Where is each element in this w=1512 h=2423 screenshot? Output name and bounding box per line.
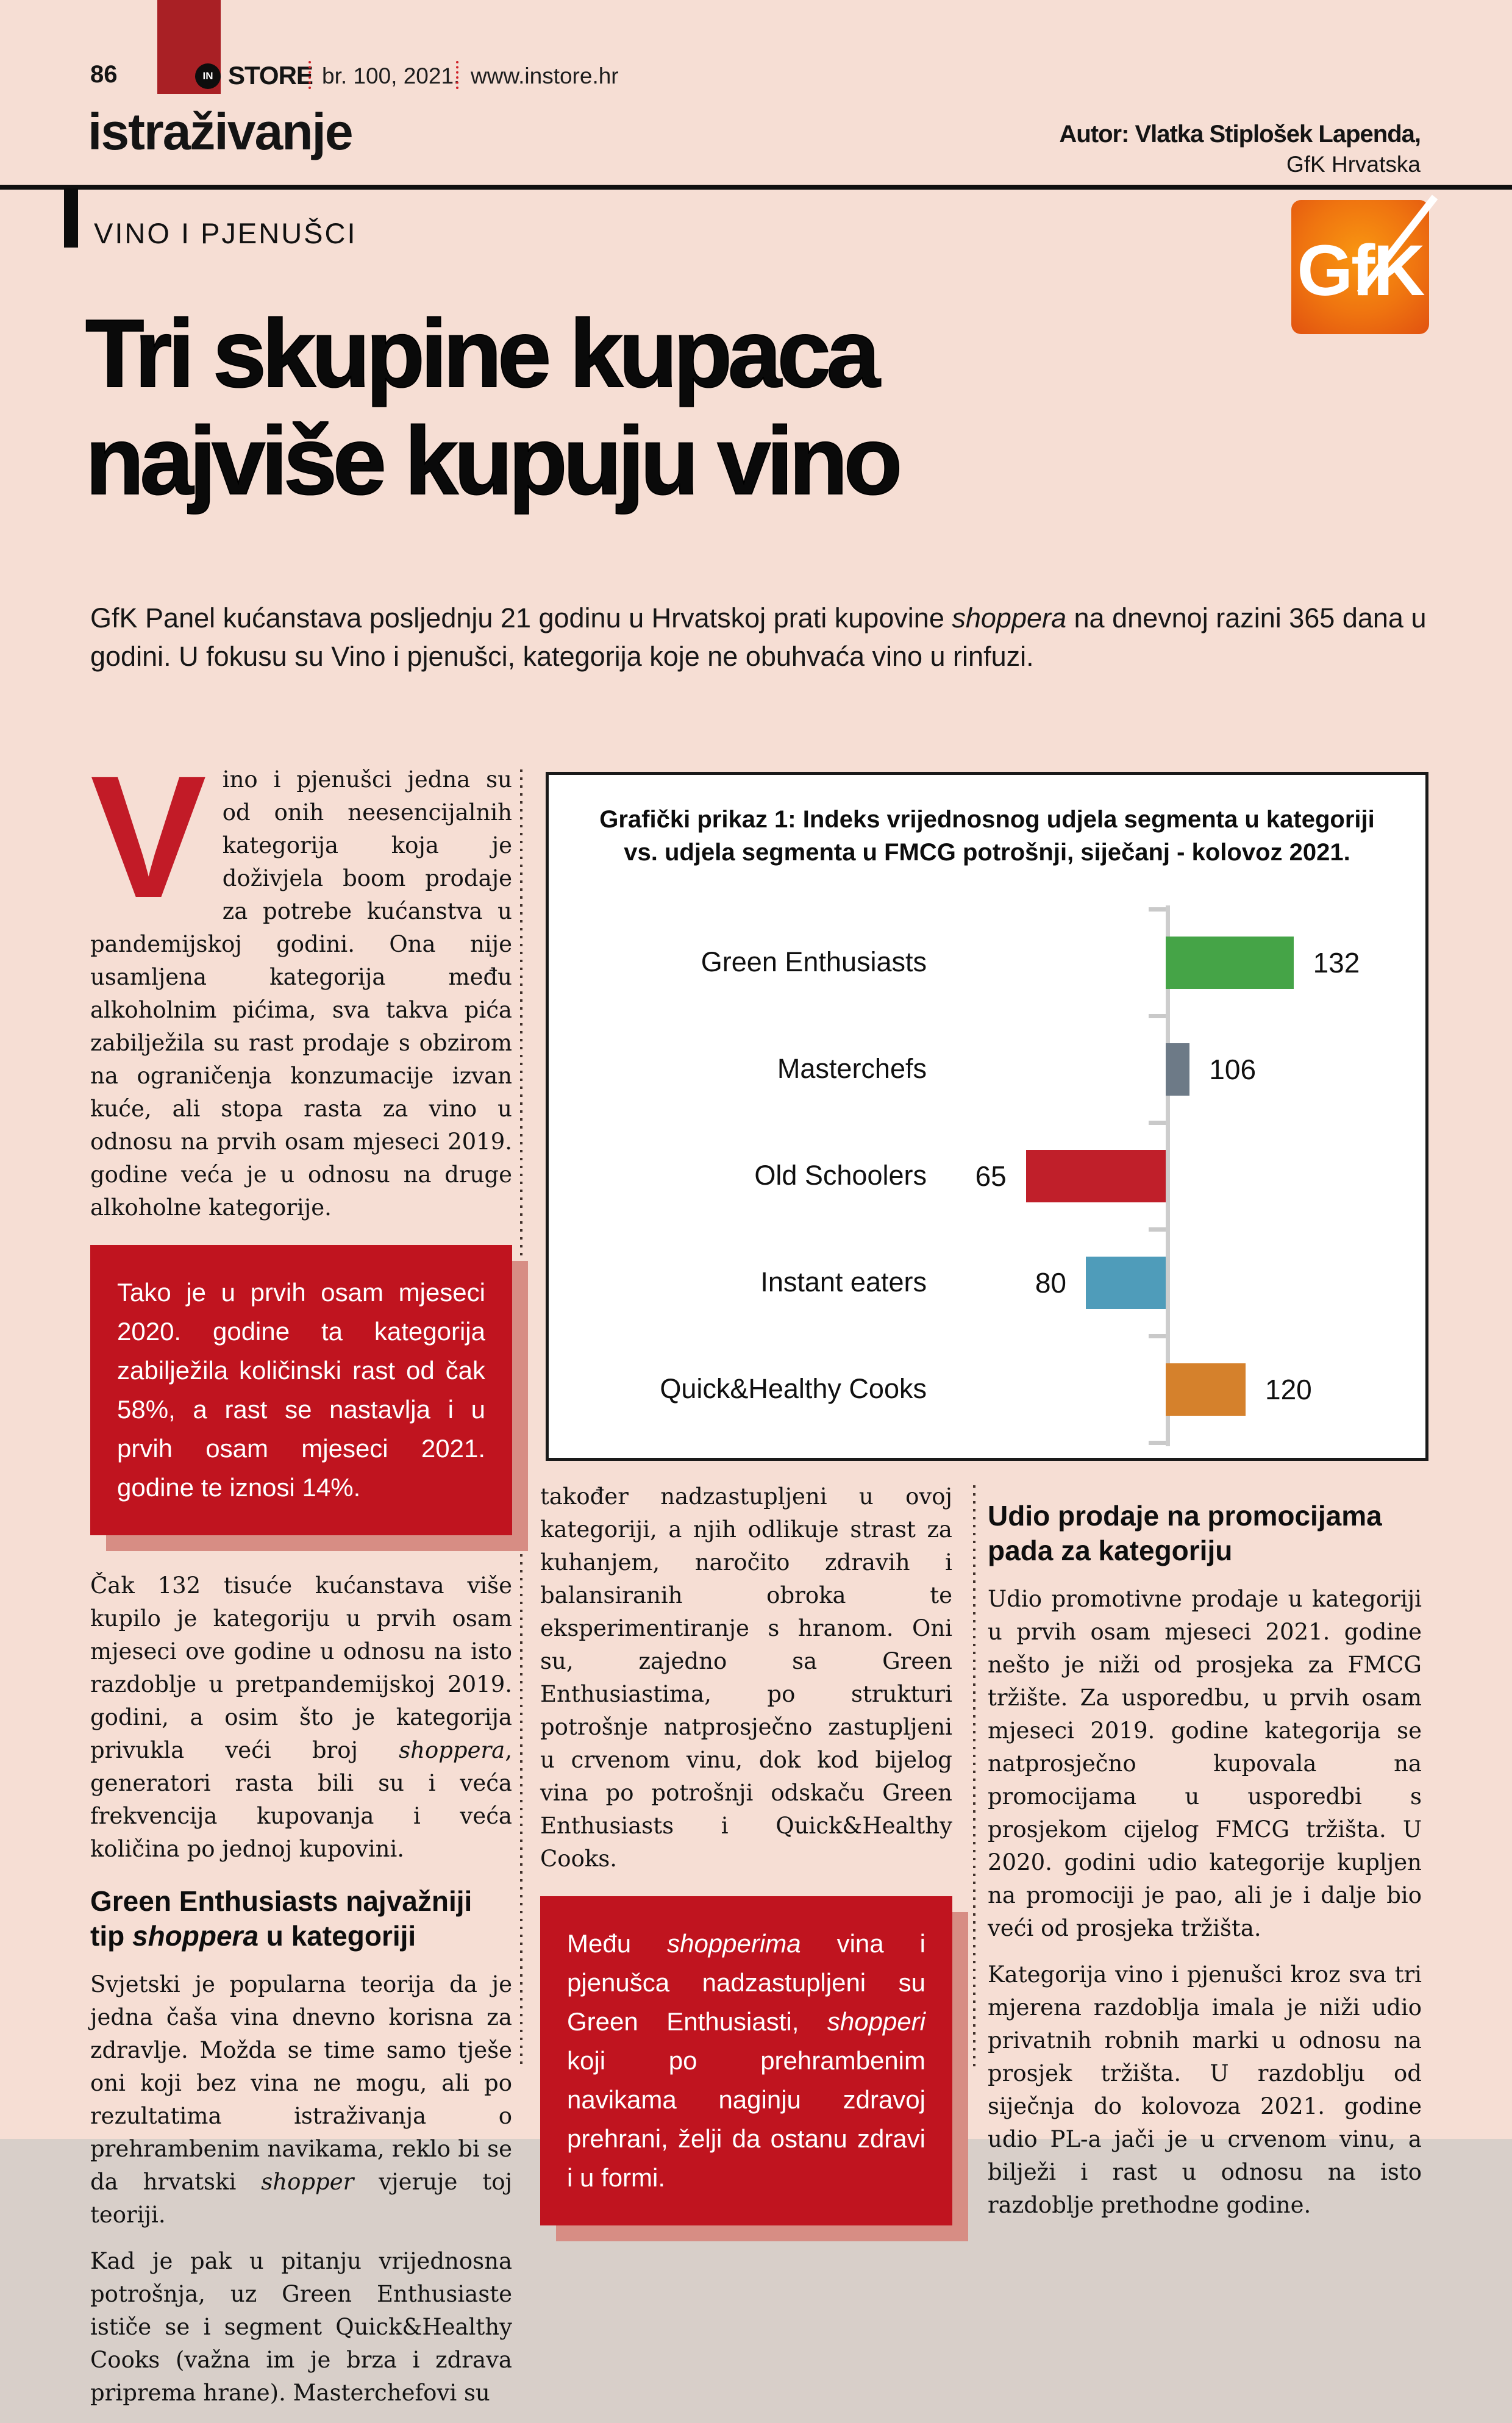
author-organization: GfK Hrvatska	[1286, 152, 1421, 177]
bar-green-enthusiasts	[1166, 937, 1294, 989]
website-link: www.instore.hr	[471, 63, 619, 88]
body-paragraph: Udio promotivne prodaje u kategoriji u prvih osam mjeseci 2021. godine nešto je niži od prosjeka za FMCG tržište. Za usporedbu, u prvih osam mjeseci 2019. godine kategorija se natprosječno kupovala na promocijama u usporedbi s prosjekom cijelog FMCG tržišta. U 2020. godini udio kategorije kupljen na promociji je pao, ali je i dalje bio veći od prosjeka tržišta.	[988, 1586, 1422, 1941]
body-paragraph: Kad je pak u pitanju vrijednosna potrošnja, uz Green Enthusiaste ističe se i segment Quick&Healthy Cooks (važna im je brza i zdrava priprema hrane). Masterchefovi su	[90, 2248, 512, 2406]
author-block	[1059, 121, 1421, 177]
right-column	[988, 1480, 1422, 2235]
headline-line1: Tri skupine kupaca	[85, 300, 876, 407]
instore-logo-text: STORE	[228, 61, 313, 90]
kicker-bar	[64, 188, 78, 248]
axis-tick-icon	[1149, 1334, 1166, 1338]
divider	[0, 185, 1512, 190]
category-label: Instant eaters	[760, 1266, 927, 1297]
chart-title-line2: vs. udjela segmenta u FMCG potrošnji, siječanj - kolovoz 2021.	[624, 839, 1350, 866]
category-kicker: VINO I PJENUŠCI	[94, 217, 357, 249]
column-heading: Green Enthusiasts najvažniji tip shoppera u kategoriji	[90, 1885, 472, 1952]
chart-panel	[546, 772, 1428, 1461]
chart-title	[549, 803, 1425, 869]
column-heading: Udio prodaje na promocijama pada za kategoriju	[988, 1500, 1382, 1566]
bar-instant-eaters	[1086, 1257, 1166, 1309]
axis-tick-icon	[1149, 1121, 1166, 1125]
category-label: Masterchefs	[777, 1052, 927, 1084]
article-lead: GfK Panel kućanstava posljednju 21 godinu u Hrvatskoj prati kupovine shoppera na dnevnoj razini 365 dana u godini. U fokusu su Vino i pjenušci, kategorija koje ne obuhvaća vino u rinfuzi.	[90, 602, 1427, 672]
header-separator-icon	[456, 61, 458, 89]
axis-tick-icon	[1149, 1227, 1166, 1232]
value-label: 106	[1209, 1053, 1257, 1085]
category-label: Green Enthusiasts	[701, 946, 927, 977]
body-paragraph: također nadzastupljeni u ovoj kategoriji, a njih odlikuje strast za kuhanjem, naročito zdravih i balansiranih obroka te eksperimentiranje s hranom. Oni su, zajedno sa Green Enthusiastima, po strukturi potrošnje natprosječno zastupljeni u crvenom vinu, dok kod bijelog vina po potrošnji odskaču Green Enthusiasts i Quick&Healthy Cooks.	[540, 1483, 952, 1872]
bar-masterchefs	[1166, 1043, 1189, 1096]
value-label: 80	[1035, 1266, 1066, 1299]
instore-in-icon: IN	[195, 63, 221, 89]
category-label: Quick&Healthy Cooks	[660, 1372, 927, 1404]
middle-column	[540, 1480, 952, 2260]
bar-old-schoolers	[1026, 1150, 1166, 1202]
issue-number: br. 100, 2021.	[322, 63, 460, 88]
headline-line2: najviše kupuju vino	[85, 407, 899, 515]
body-paragraph: Vino i pjenušci jedna su od onih neesencijalnih kategorija koja je doživjela boom prodaje za potrebe kućanstva u pandemijskoj godini. Ona nije usamljena kategorija među alkoholnim pićima, sva takva pića zabilježila su rast prodaje s obzirom na ograničenja konzumacije izvan kuće, ali stopa rasta za vino u odnosu na prvih osam mjeseci 2019. godine veća je u odnosu na druge alkoholne kategorije.	[90, 739, 512, 1221]
page-number: 86	[90, 61, 118, 88]
gfk-logo-text: GfK	[1297, 230, 1424, 311]
header-separator-icon	[308, 61, 311, 89]
bar-chart	[549, 909, 1425, 1443]
value-label: 132	[1313, 946, 1360, 979]
bar-quick-healthy-cooks	[1166, 1363, 1246, 1416]
body-paragraph: Svjetski je popularna teorija da je jedna čaša vina dnevno korisna za zdravlje. Možda se time samo tješe oni koji bez vina ne mogu, ali po rezultatima istraživanja o prehrambenim navikama, reklo bi se da hrvatski shopper vjeruje toj teoriji.	[90, 1971, 513, 2228]
callout-box: Među shopperima vina i pjenušca nadzastupljeni su Green Enthusiasti, shopperi koji po prehrambenim navikama naginju zdravoj prehrani, želji da ostanu zdravi i u formi.	[540, 1896, 952, 2225]
drop-cap: V	[90, 739, 207, 934]
column-divider	[973, 1485, 975, 2068]
body-paragraph: Čak 132 tisuće kućanstava više kupilo je kategoriju u prvih osam mjeseci ove godine u odnosu na isto razdoblje u pretpandemijskoj 2019. godini, a osim što je kategorija privukla veći broj shoppera, generatori rasta bili su i veća frekvencija kupovanja i veća količina po jednoj kupovini.	[90, 1572, 512, 1862]
value-label: 65	[975, 1160, 1007, 1192]
chart-title-line1: Grafički prikaz 1: Indeks vrijednosnog udjela segmenta u kategoriji	[599, 806, 1375, 833]
callout-box: Tako je u prvih osam mjeseci 2020. godine ta kategorija zabilježila količinski rast od čak 58%, a rast se nastavlja i u prvih osam mjeseci 2021. godine te iznosi 14%.	[90, 1245, 512, 1535]
axis-tick-icon	[1149, 1441, 1166, 1445]
left-column	[90, 739, 513, 2423]
axis-tick-icon	[1149, 907, 1166, 912]
value-label: 120	[1265, 1373, 1312, 1405]
category-label: Old Schoolers	[754, 1159, 927, 1191]
body-paragraph: Kategorija vino i pjenušci kroz sva tri mjerena razdoblja imala je niži udio privatnih robnih marki u odnosu na prosjek tržišta. U razdoblju od siječnja do kolovoza 2021. godine udio PL-a jači je u crvenom vinu, a bilježi i rast u odnosu na isto razdoblje prethodne godine.	[988, 1961, 1422, 2218]
axis-tick-icon	[1149, 1014, 1166, 1018]
author-name: Autor: Vlatka Stiplošek Lapenda,	[1059, 121, 1421, 148]
section-title: istraživanje	[88, 103, 352, 160]
gfk-logo	[1291, 200, 1429, 334]
column-divider	[520, 769, 522, 2068]
article-headline	[85, 300, 898, 515]
